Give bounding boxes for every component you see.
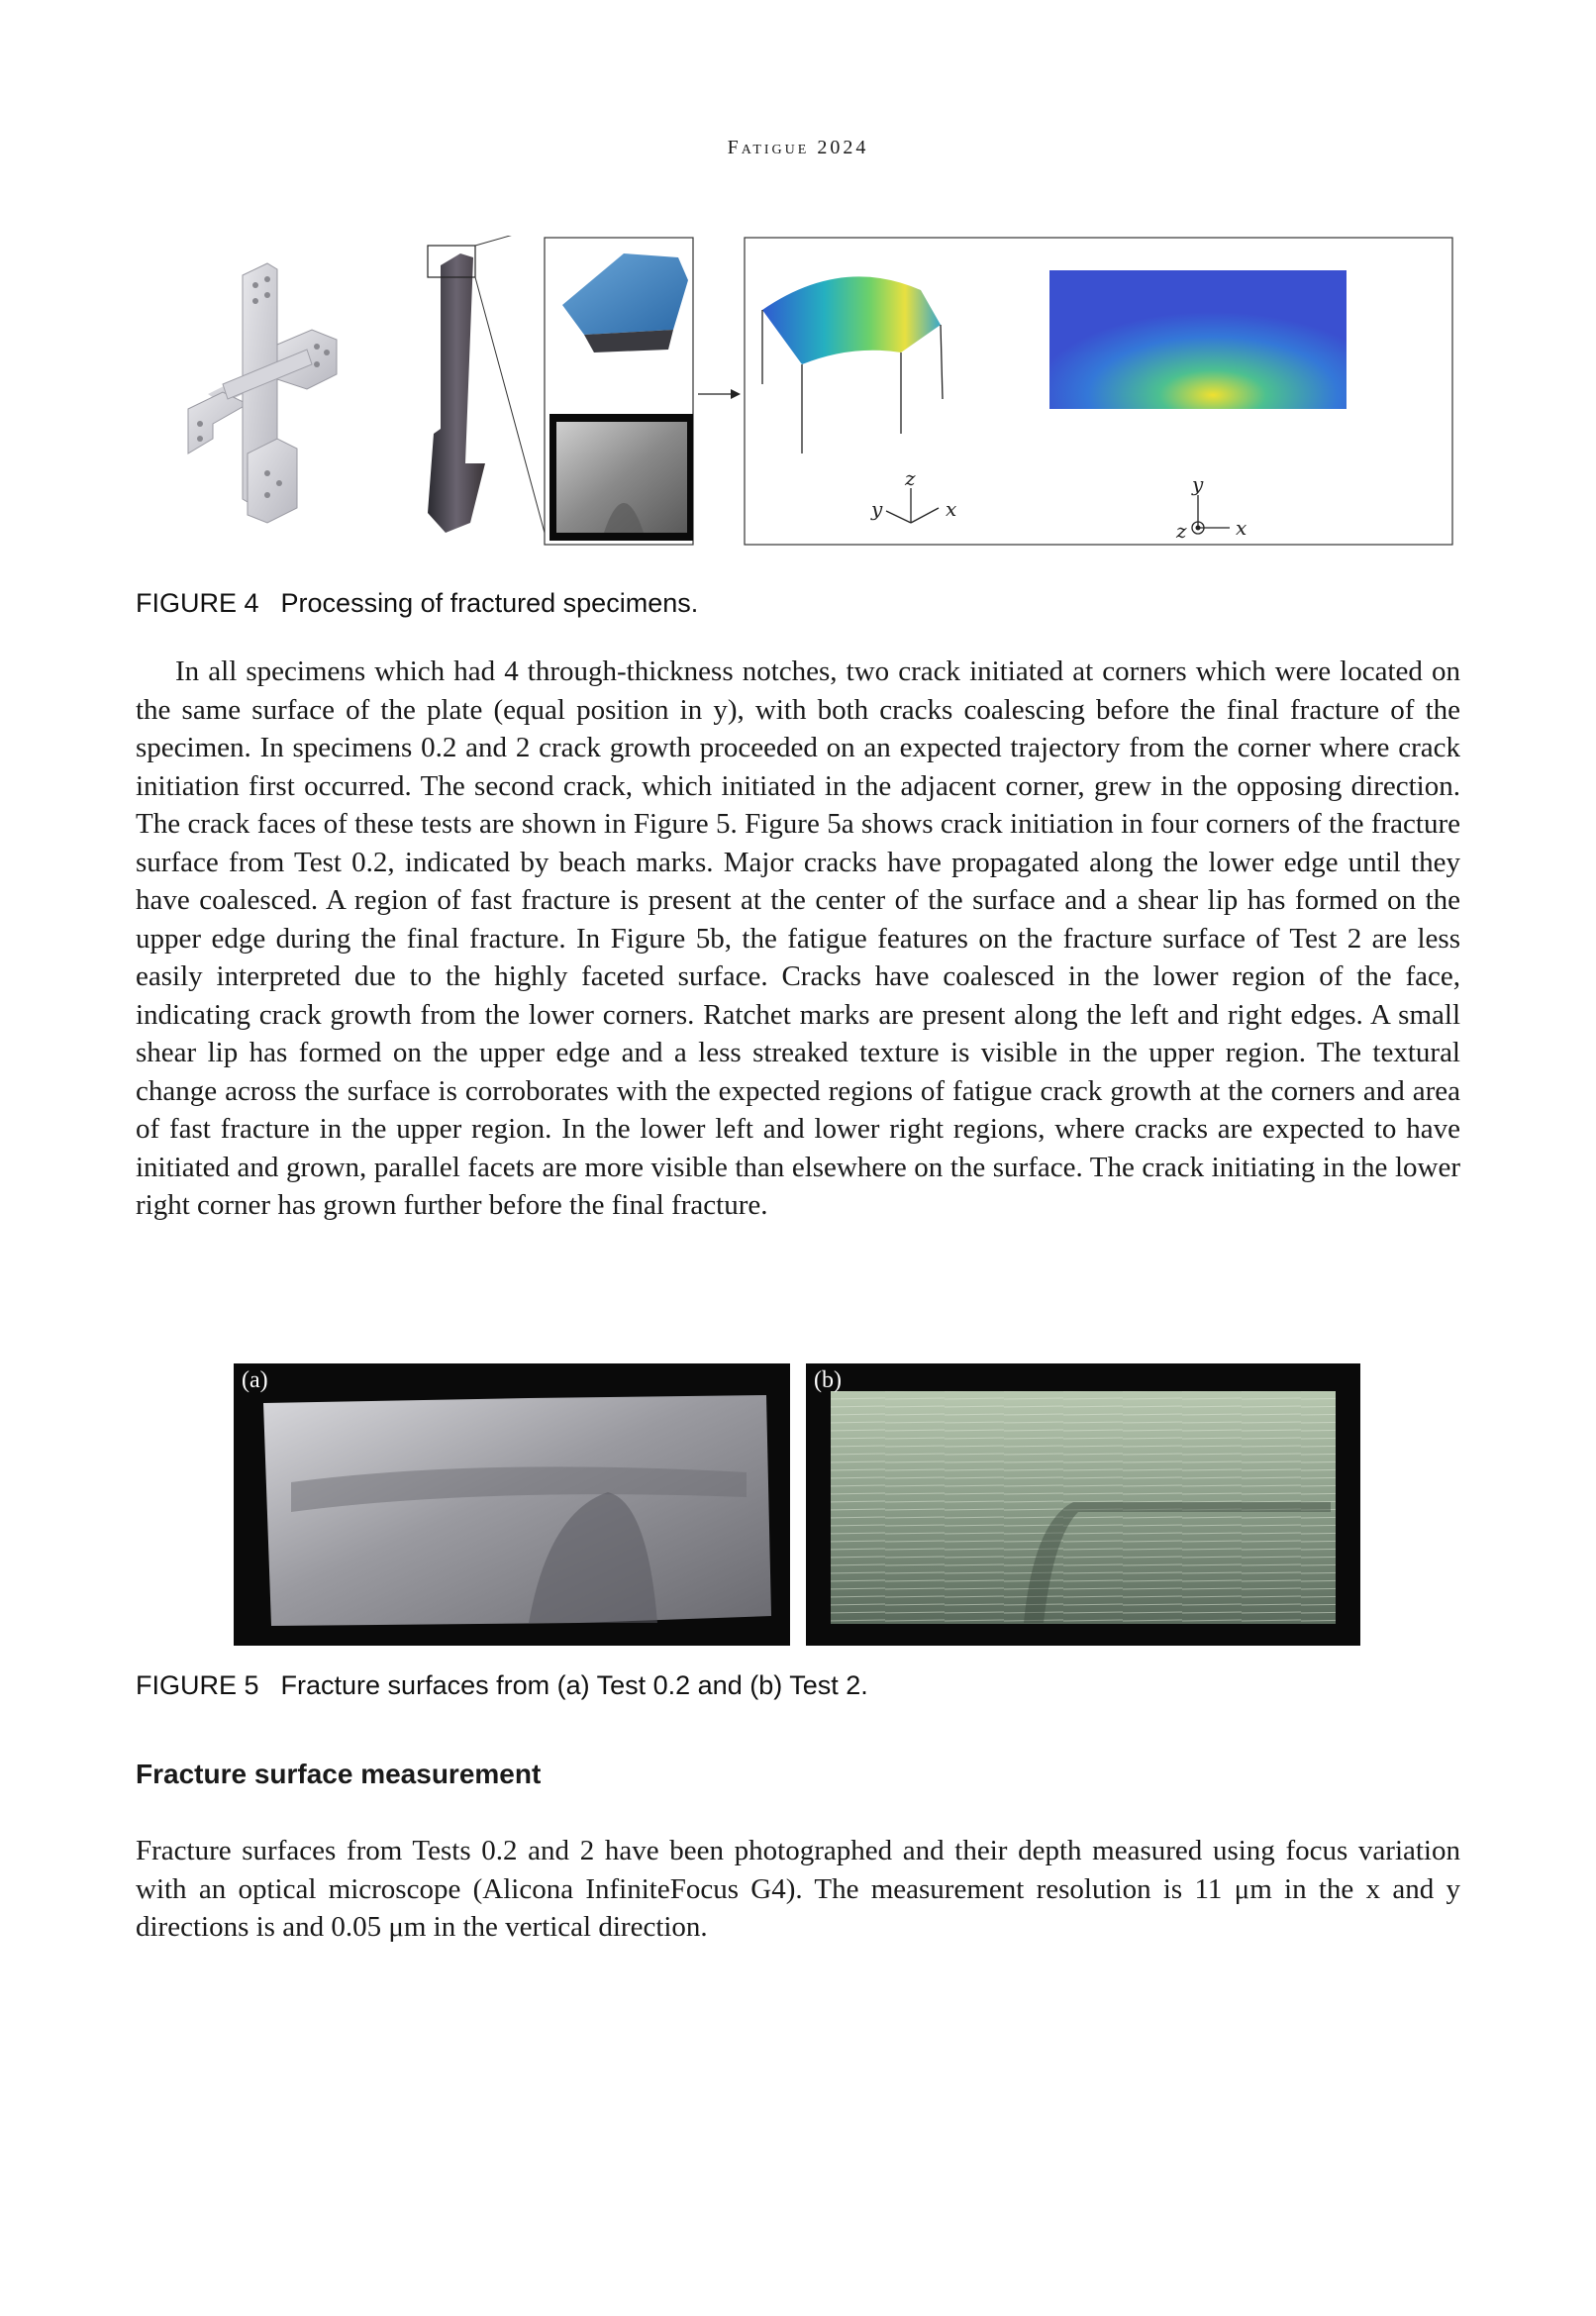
test-0-2-fracture-photo bbox=[263, 1395, 771, 1626]
2d-height-map bbox=[1049, 270, 1347, 409]
axis-label-z: z bbox=[905, 466, 916, 490]
axis-label-y: y bbox=[871, 497, 883, 521]
panel-a-label: (a) bbox=[242, 1367, 268, 1393]
figure-5-number: FIGURE 5 bbox=[136, 1670, 259, 1700]
cruciform-specimen-image bbox=[188, 263, 337, 523]
figure-5b-panel bbox=[806, 1363, 1360, 1646]
figure-4 bbox=[168, 236, 1455, 553]
axis-label-z-2d: z bbox=[1176, 519, 1187, 543]
figure-5a-panel bbox=[234, 1363, 790, 1646]
running-header: Fatigue 2024 bbox=[727, 137, 869, 158]
figure-5-caption bbox=[136, 1670, 868, 1701]
panel-b-label: (b) bbox=[814, 1367, 842, 1393]
figure-5-caption-text: Fracture surfaces from (a) Test 0.2 and (b) Test 2. bbox=[280, 1670, 868, 1700]
surface-measurement-panel bbox=[745, 238, 1452, 545]
figure-5 bbox=[232, 1363, 1360, 1646]
fractured-bar-specimen-image bbox=[428, 236, 545, 533]
figure-4-caption-text: Processing of fractured specimens. bbox=[280, 588, 699, 618]
paragraph-crack-initiation: In all specimens which had 4 through-thickness notches, two crack initiated at corners which were located on the same surface of the plate (equal position in y), with both cracks coalescing before the final fracture of the specimen. In specimens 0.2 and 2 crack growth proceeded on an expected trajectory from the corner where crack initiation first occurred. The second crack, which initiated in the adjacent corner, grew in the opposing direction. The crack faces of these tests are shown in Figure 5. Figure 5a shows crack initiation in four corners of the fracture surface from Test 0.2, indicated by beach marks. Major cracks have propagated along the lower edge until they have coalesced. A region of fast fracture is present at the center of the surface and a shear lip has formed on the upper edge during the final fracture. In Figure 5b, the fatigue features on the fracture surface of Test 2 are less easily interpreted due to the highly faceted surface. Cracks have coalesced in the lower region of the face, indicating crack growth from the lower corners. Ratchet marks are present along the left and right edges. A small shear lip has formed on the upper edge and a less streaked texture is visible in the upper region. The textural change across the surface is corroborates with the expected regions of fatigue crack growth at the corners and area of fast fracture in the upper region. In the lower left and lower right regions, where cracks are expected to have initiated and grown, parallel facets are more visible than elsewhere on the surface. The crack initiating in the lower right corner has grown further before the final fracture. bbox=[136, 655, 1460, 1221]
fracture-closeup-panel bbox=[545, 238, 693, 545]
paragraph-measurement: Fracture surfaces from Tests 0.2 and 2 have been photographed and their depth measured using focus variation with an optical microscope (Alicona InfiniteFocus G4). The measurement resolution is 11 μm in the x and y directions is and 0.05 μm in the vertical direction. bbox=[136, 1835, 1460, 1943]
figure-4-caption bbox=[136, 588, 698, 619]
section-heading: Fracture surface measurement bbox=[136, 1759, 542, 1789]
arrow-to-3d-panel bbox=[698, 389, 741, 399]
axis-label-y-2d: y bbox=[1192, 472, 1204, 496]
axis-label-x: x bbox=[946, 497, 957, 521]
figure-4-number: FIGURE 4 bbox=[136, 588, 259, 618]
axis-label-x-2d: x bbox=[1236, 516, 1247, 540]
